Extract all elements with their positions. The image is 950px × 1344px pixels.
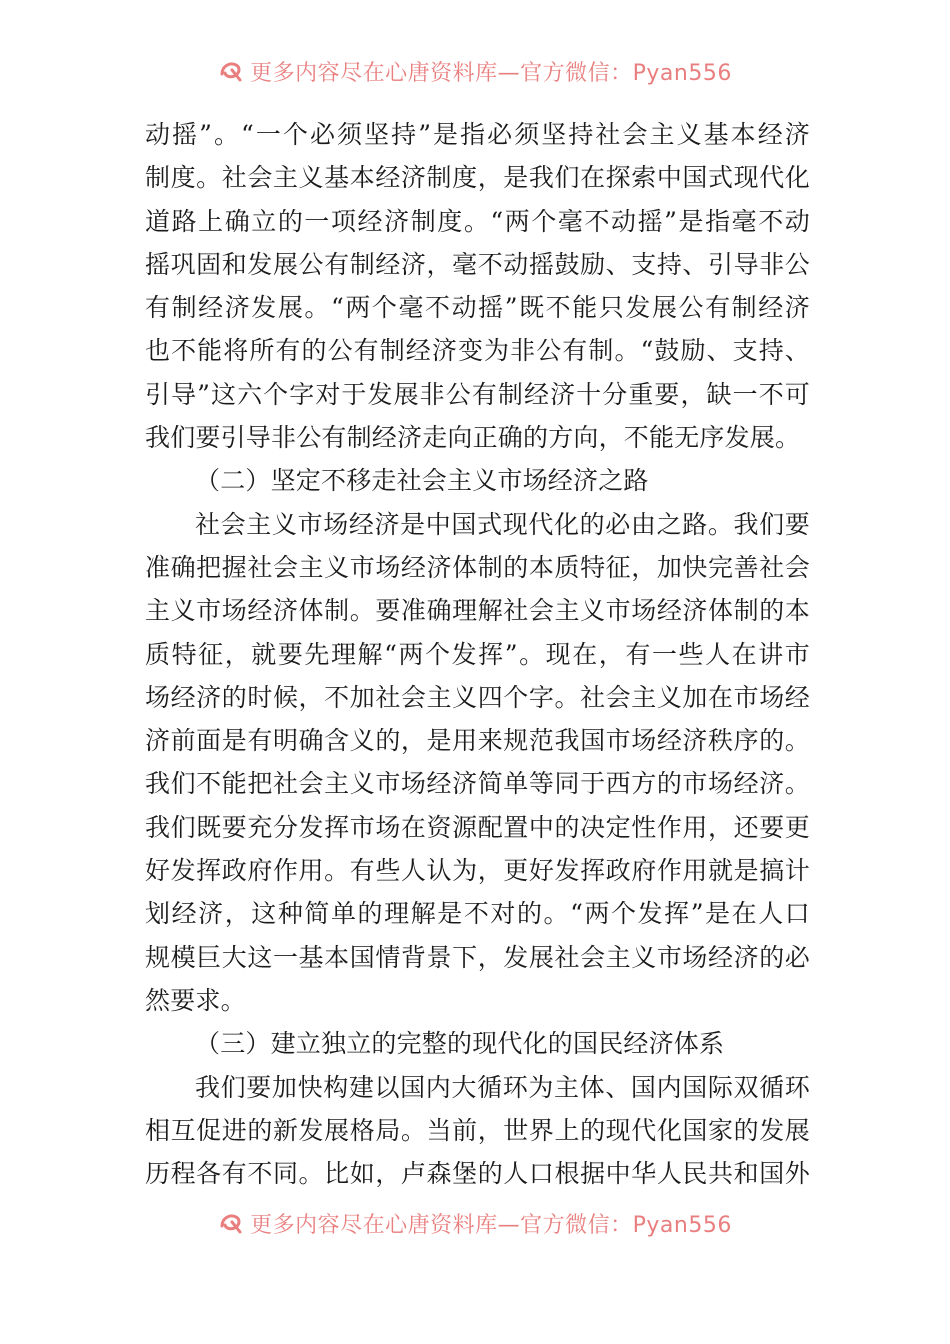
document-body xyxy=(145,113,810,1195)
watermark-header xyxy=(0,51,950,91)
text-line: 济前面是有明确含义的，是用来规范我国市场经济秩序的。 xyxy=(145,726,810,756)
text-line: 然要求。 xyxy=(145,985,246,1015)
text-line: 我们既要充分发挥市场在资源配置中的决定性作用，还要更 xyxy=(145,812,810,842)
text-line: 有制经济发展。“两个毫不动摇”既不能只发展公有制经济 xyxy=(145,293,810,323)
text-line: 历程各有不同。比如，卢森堡的人口根据中华人民共和国外 xyxy=(145,1159,810,1189)
text-line: 场经济的时候，不加社会主义四个字。社会主义加在市场经 xyxy=(145,682,810,712)
watermark-logo-icon xyxy=(218,58,244,84)
text-line: 规模巨大这一基本国情背景下，发展社会主义市场经济的必 xyxy=(145,942,810,972)
text-line: 好发挥政府作用。有些人认为，更好发挥政府作用就是搞计 xyxy=(145,856,810,886)
text-line: 我们不能把社会主义市场经济简单等同于西方的市场经济。 xyxy=(145,769,810,799)
text-line: 主义市场经济体制。要准确理解社会主义市场经济体制的本 xyxy=(145,596,810,626)
section-heading-2: （二）坚定不移走社会主义市场经济之路 xyxy=(195,466,649,496)
text-line: 摇巩固和发展公有制经济，毫不动摇鼓励、支持、引导非公 xyxy=(145,249,810,279)
text-line: 准确把握社会主义市场经济体制的本质特征，加快完善社会 xyxy=(145,552,810,582)
text-line: 质特征，就要先理解“两个发挥”。现在，有一些人在讲市 xyxy=(145,639,810,669)
text-line: 划经济，这种简单的理解是不对的。“两个发挥”是在人口 xyxy=(145,899,810,929)
text-line: 引导”这六个字对于发展非公有制经济十分重要，缺一不可 xyxy=(145,379,810,409)
text-line: 我们要引导非公有制经济走向正确的方向，不能无序发展。 xyxy=(145,423,801,453)
text-line: 社会主义市场经济是中国式现代化的必由之路。我们要 xyxy=(195,509,810,539)
watermark-logo-icon xyxy=(218,1210,244,1236)
watermark-text: 更多内容尽在心唐资料库—官方微信：Pyan556 xyxy=(250,60,732,86)
watermark-text: 更多内容尽在心唐资料库—官方微信：Pyan556 xyxy=(250,1212,732,1238)
watermark-footer xyxy=(0,1203,950,1243)
text-line: 相互促进的新发展格局。当前，世界上的现代化国家的发展 xyxy=(145,1115,810,1145)
text-line: 我们要加快构建以国内大循环为主体、国内国际双循环 xyxy=(195,1072,810,1102)
text-line: 道路上确立的一项经济制度。“两个毫不动摇”是指毫不动 xyxy=(145,206,810,236)
text-line: 动摇”。“一个必须坚持”是指必须坚持社会主义基本经济 xyxy=(145,120,810,149)
text-line: 制度。社会主义基本经济制度，是我们在探索中国式现代化 xyxy=(145,163,810,193)
section-heading-3: （三）建立独立的完整的现代化的国民经济体系 xyxy=(195,1029,725,1059)
text-line: 也不能将所有的公有制经济变为非公有制。“鼓励、支持、 xyxy=(145,336,810,366)
